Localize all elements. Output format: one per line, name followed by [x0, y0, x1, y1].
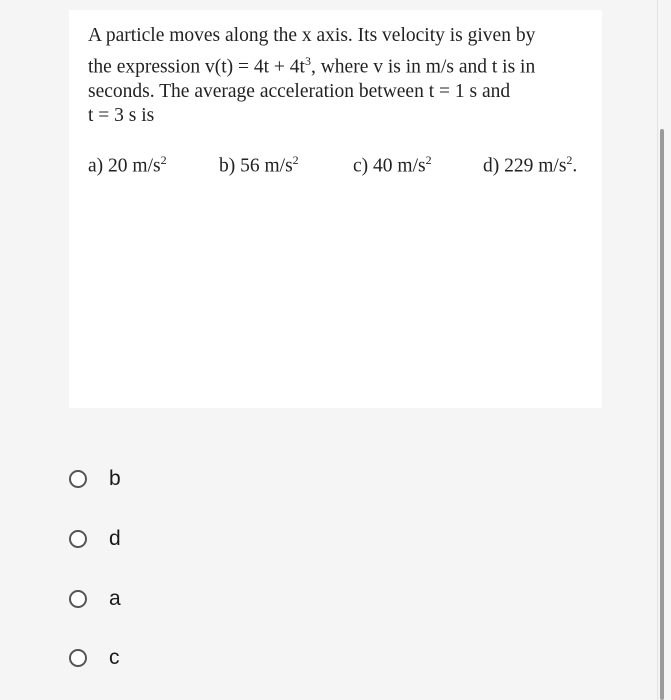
- question-line-2-start: the expression v(t) = 4t + 4t: [88, 56, 305, 77]
- radio-circle-icon[interactable]: [69, 470, 87, 488]
- answer-option-label[interactable]: c: [109, 646, 120, 669]
- radio-circle-icon[interactable]: [69, 649, 87, 667]
- choice-d-suffix: .: [572, 155, 578, 177]
- choice-d-text: d) 229 m/s: [483, 155, 567, 177]
- question-line-4: t = 3 s is: [88, 105, 155, 126]
- choice-c-exponent: 2: [425, 153, 432, 167]
- choice-d-exponent: 2: [566, 153, 573, 167]
- answer-option-c[interactable]: [69, 648, 189, 674]
- radio-circle-icon[interactable]: [69, 530, 87, 548]
- answer-option-a[interactable]: [69, 589, 189, 615]
- radio-circle-icon[interactable]: [69, 590, 87, 608]
- choice-c: [353, 148, 432, 179]
- choice-b-text: b) 56 m/s: [219, 155, 293, 177]
- choice-a-exponent: 2: [160, 153, 167, 167]
- choice-c-text: c) 40 m/s: [353, 155, 426, 177]
- answer-option-label[interactable]: a: [109, 587, 121, 610]
- choice-b: [219, 148, 299, 179]
- vertical-scrollbar[interactable]: [660, 129, 664, 700]
- question-line-3: seconds. The average acceleration between t = 1 s and: [88, 80, 511, 102]
- question-image: [69, 10, 602, 408]
- question-text: [88, 24, 573, 129]
- question-exponent: 3: [304, 53, 311, 68]
- question-line-2-end: , where v is in m/s and t is in: [310, 56, 536, 77]
- answer-option-d[interactable]: [69, 529, 189, 555]
- answer-option-b[interactable]: [69, 469, 189, 495]
- panel-divider: [657, 0, 658, 700]
- choice-b-exponent: 2: [292, 153, 299, 167]
- choice-d: [483, 148, 577, 179]
- answer-option-label[interactable]: d: [109, 527, 121, 550]
- answer-option-label[interactable]: b: [109, 467, 121, 490]
- question-line-1: A particle moves along the x axis. Its velocity is given by: [88, 25, 536, 46]
- choice-a: [88, 148, 167, 179]
- choice-a-text: a) 20 m/s: [88, 155, 161, 177]
